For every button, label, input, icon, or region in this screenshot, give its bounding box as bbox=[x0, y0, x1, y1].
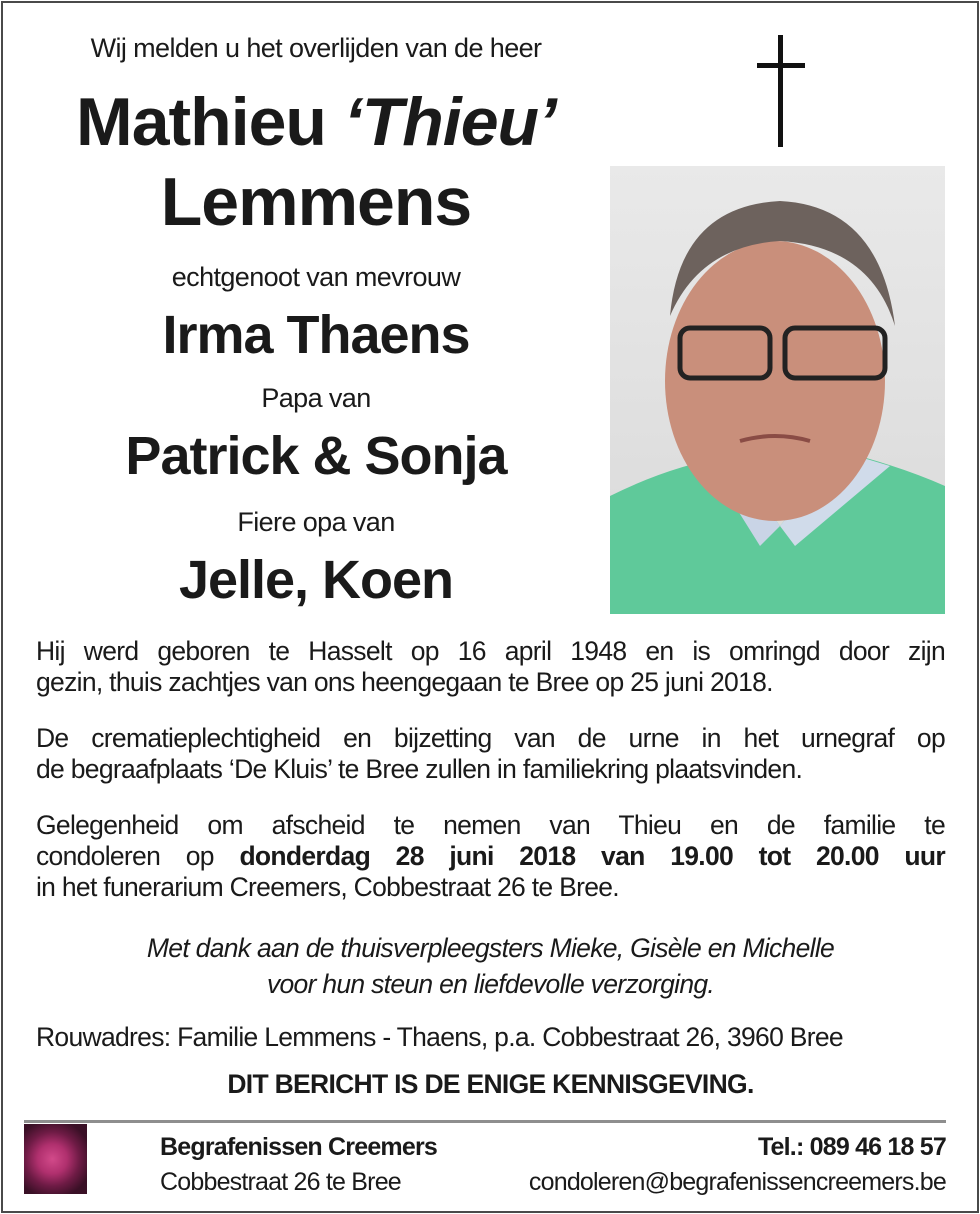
portrait-photo bbox=[610, 166, 945, 614]
paragraph-line bbox=[36, 841, 945, 872]
paragraph-line: De crematieplechtigheid en bijzetting van de urne in het urnegraf op bbox=[36, 723, 945, 753]
only-notice: DIT BERICHT IS DE ENIGE KENNISGEVING. bbox=[227, 1069, 754, 1099]
spouse-intro: echtgenoot van mevrouw bbox=[171, 262, 461, 292]
company-street: Cobbestraat 26 te Bree bbox=[160, 1168, 401, 1196]
thanks-note bbox=[36, 930, 945, 1002]
grandchildren-names: Jelle, Koen bbox=[178, 550, 454, 610]
paragraph-line: de begraafplaats ‘De Kluis’ te Bree zullen in familiekring plaatsvinden. bbox=[36, 754, 803, 784]
grandchildren-intro: Fiere opa van bbox=[237, 507, 395, 537]
paragraph-line: gezin, thuis zachtjes van ons heengegaan te Bree op 25 juni 2018. bbox=[36, 667, 773, 697]
thanks-line: Met dank aan de thuisverpleegsters Mieke, Gisèle en Michelle bbox=[146, 933, 835, 963]
paragraph-line: Gelegenheid om afscheid te nemen van Thieu en de familie te bbox=[36, 810, 945, 840]
children-names: Patrick & Sonja bbox=[125, 426, 507, 486]
paragraph-line: Hij werd geboren te Hasselt op 16 april 1948 en is omringd door zijn bbox=[36, 636, 945, 666]
nickname: ‘Thieu’ bbox=[343, 84, 556, 160]
visitation-paragraph bbox=[36, 810, 945, 903]
deceased-last-name: Lemmens bbox=[160, 164, 472, 240]
mourning-address: Rouwadres: Familie Lemmens - Thaens, p.a. Cobbestraat 26, 3960 Bree bbox=[36, 1022, 843, 1052]
visitation-datetime: donderdag 28 juni 2018 van 19.00 tot 20.00 uur bbox=[239, 841, 945, 871]
children-intro: Papa van bbox=[261, 383, 371, 413]
cross-icon bbox=[757, 35, 805, 147]
intro-text: Wij melden u het overlijden van de heer bbox=[90, 33, 542, 63]
ceremony-paragraph bbox=[36, 723, 945, 785]
deceased-name-line1 bbox=[16, 82, 616, 162]
footer-divider bbox=[24, 1120, 946, 1123]
first-name: Mathieu bbox=[76, 84, 344, 160]
rose-logo bbox=[24, 1124, 87, 1194]
spouse-name: Irma Thaens bbox=[162, 305, 470, 365]
paragraph-line: in het funerarium Creemers, Cobbestraat 26 te Bree. bbox=[36, 872, 619, 902]
thanks-line: voor hun steun en liefdevolle verzorging. bbox=[266, 969, 715, 999]
birth-paragraph bbox=[36, 636, 945, 698]
text: condoleren op bbox=[36, 841, 240, 871]
company-email[interactable]: condoleren@begrafenissencreemers.be bbox=[528, 1168, 946, 1196]
company-phone: Tel.: 089 46 18 57 bbox=[757, 1133, 946, 1161]
company-name: Begrafenissen Creemers bbox=[160, 1133, 437, 1161]
